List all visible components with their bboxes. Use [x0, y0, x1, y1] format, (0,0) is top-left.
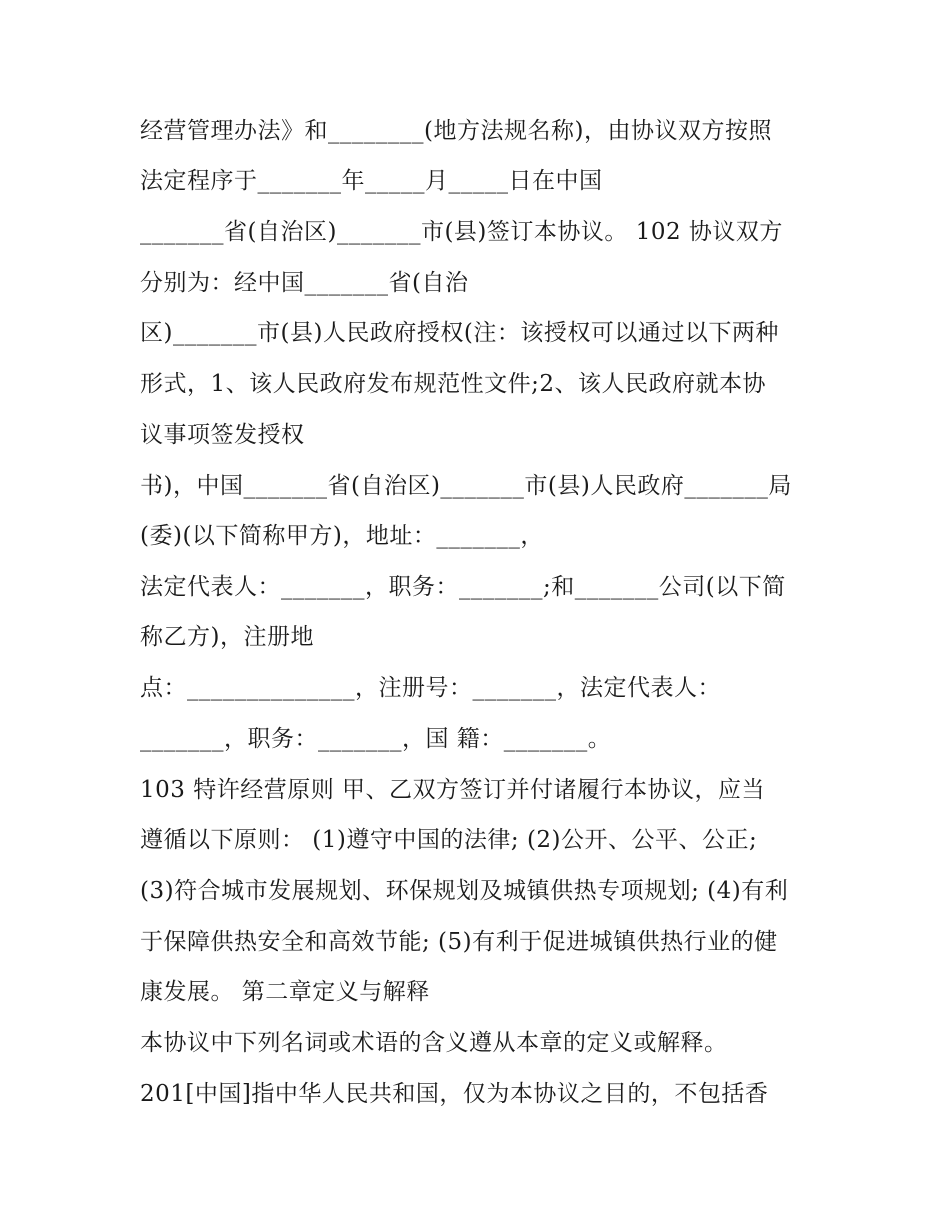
text-line: 形式，1、该人民政府发布规范性文件;2、该人民政府就本协 — [140, 371, 767, 397]
text-line: 称乙方)，注册地 — [140, 624, 314, 650]
text-line: 于保障供热安全和高效节能; (5)有利于促进城镇供热行业的健 — [140, 929, 778, 955]
text-line: (委)(以下简称甲方)，地址：_______， — [140, 523, 544, 549]
text-line: 本协议中下列名词或术语的含义遵从本章的定义或解释。 — [140, 1030, 728, 1056]
text-line: 法定代表人：_______，职务：_______;和_______公司(以下简 — [140, 574, 786, 600]
text-line: 议事项签发授权 — [140, 422, 305, 448]
text-line: 书)，中国_______省(自治区)_______市(县)人民政府_______局 — [140, 473, 792, 499]
text-line: 分别为：经中国_______省(自治 — [140, 270, 469, 296]
text-line: 法定程序于_______年_____月_____日在中国 — [140, 168, 603, 194]
text-line: _______省(自治区)_______市(县)签订本协议。 102 协议双方 — [140, 219, 783, 245]
text-line: 点：______________，注册号：_______，法定代表人： — [140, 675, 721, 701]
text-line: (3)符合城市发展规划、环保规划及城镇供热专项规划; (4)有利 — [140, 878, 789, 904]
text-line: 103 特许经营原则 甲、乙双方签订并付诸履行本协议，应当 — [140, 777, 766, 803]
text-line: 遵循以下原则： (1)遵守中国的法律; (2)公开、公平、公正; — [140, 827, 758, 853]
text-line: 康发展。 第二章定义与解释 — [140, 979, 430, 1005]
text-line: 区)_______市(县)人民政府授权(注：该授权可以通过以下两种 — [140, 320, 779, 346]
text-line: _______，职务：_______，国 籍：_______。 — [140, 726, 612, 752]
text-line: 经营管理办法》和________(地方法规名称)，由协议双方按照 — [140, 118, 772, 144]
text-line: 201[中国]指中华人民共和国，仅为本协议之目的，不包括香 — [140, 1081, 769, 1107]
